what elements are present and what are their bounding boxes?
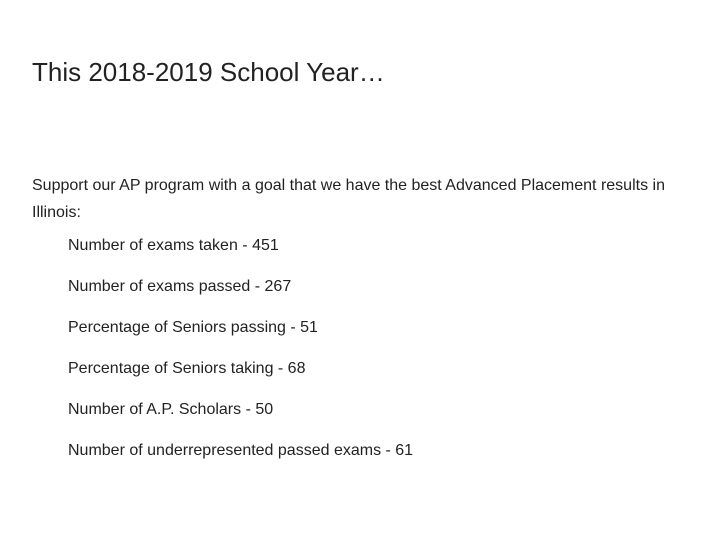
slide-title: This 2018-2019 School Year… <box>32 57 385 87</box>
stat-seniors-taking: Percentage of Seniors taking - 68 <box>68 360 306 377</box>
stat-exams-passed: Number of exams passed - 267 <box>68 278 292 295</box>
stat-underrepresented-passed: Number of underrepresented passed exams - 61 <box>68 442 414 459</box>
stat-ap-scholars: Number of A.P. Scholars - 50 <box>68 401 274 418</box>
intro-paragraph: Support our AP program with a goal that we have the best Advanced Placement results in Illinois: <box>32 177 665 221</box>
stat-seniors-passing: Percentage of Seniors passing - 51 <box>68 319 318 336</box>
stat-exams-taken: Number of exams taken - 451 <box>68 237 279 254</box>
stats-list <box>68 235 413 481</box>
